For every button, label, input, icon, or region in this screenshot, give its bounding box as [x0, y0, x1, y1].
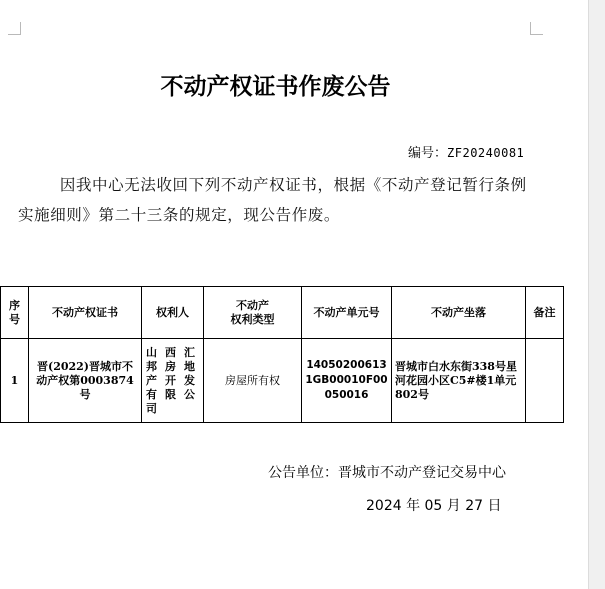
cell-unit: 140502006131GB00010F00050016 [302, 339, 392, 423]
header-type-line1: 不动产 [236, 298, 269, 312]
cell-owner: 山西汇邦房地产开发有限公司 [142, 339, 204, 423]
certificate-table [0, 286, 564, 423]
cell-cert: 晋(2022)晋城市不动产权第0003874号 [29, 339, 142, 423]
table-header-row [1, 287, 564, 339]
cell-type: 房屋所有权 [204, 339, 302, 423]
cell-remark [526, 339, 564, 423]
cell-location: 晋城市白水东街338号星河花园小区C5#楼1单元802号 [392, 339, 526, 423]
body-paragraph: 因我中心无法收回下列不动产权证书，根据《不动产登记暂行条例实施细则》第二十三条的规定，现公告作废。 [18, 176, 527, 224]
table-row [1, 339, 564, 423]
document-title: 不动产权证书作废公告 [160, 73, 391, 100]
header-seq: 序号 [1, 287, 29, 339]
header-type [204, 287, 302, 339]
signature-org: 晋城市不动产登记交易中心 [338, 465, 506, 481]
notice-date: 2024 年 05 月 27 日 [366, 498, 502, 514]
header-type-line2: 权利类型 [230, 312, 275, 326]
header-unit: 不动产单元号 [302, 287, 392, 339]
reference-value: ZF20240081 [447, 146, 525, 160]
header-remark: 备注 [526, 287, 564, 339]
cell-seq: 1 [1, 339, 29, 423]
header-cert: 不动产权证书 [29, 287, 142, 339]
reference-label: 编号： [408, 146, 448, 161]
margin-corner-mark [8, 22, 21, 35]
signature-label: 公告单位： [268, 465, 338, 481]
signature-line [268, 462, 506, 482]
header-location: 不动产坐落 [392, 287, 526, 339]
vertical-scrollbar[interactable] [588, 0, 605, 589]
reference-number [408, 142, 524, 161]
header-owner: 权利人 [142, 287, 204, 339]
margin-corner-mark [530, 22, 543, 35]
